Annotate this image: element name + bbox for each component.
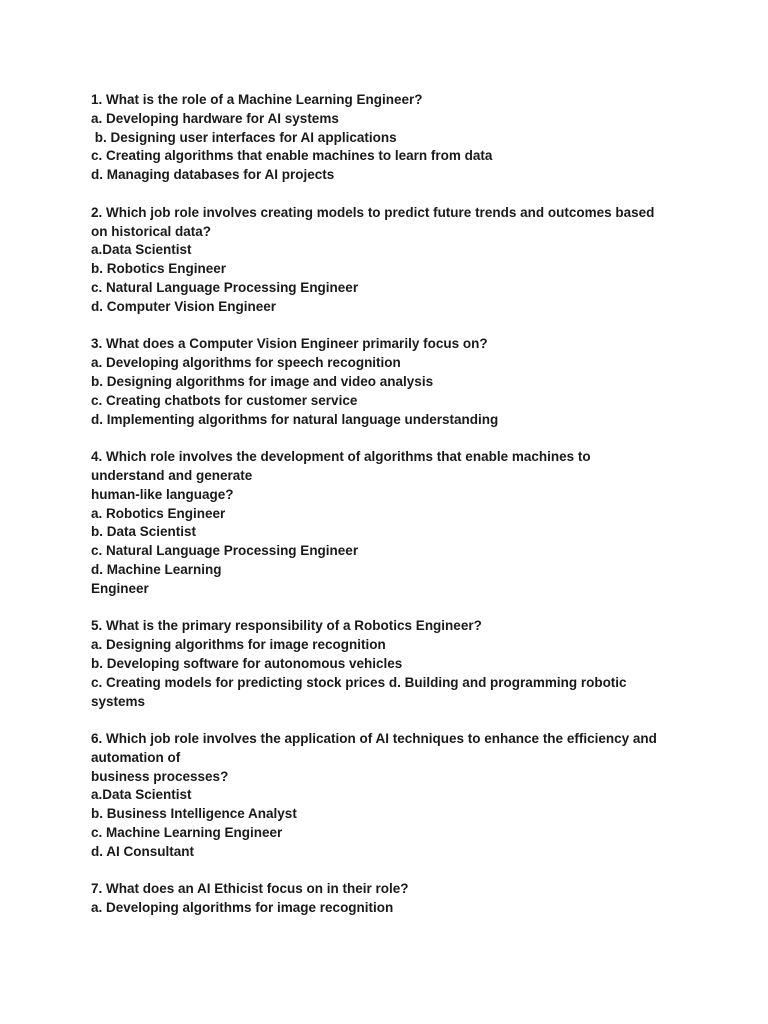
- answer-option: a. Designing algorithms for image recognition: [91, 637, 386, 653]
- answer-option: c. Creating algorithms that enable machines to learn from data: [91, 148, 493, 164]
- answer-option: a. Developing hardware for AI systems: [91, 110, 339, 126]
- answer-option: b. Designing user interfaces for AI applications: [91, 129, 397, 145]
- question-text: 6. Which job role involves the application of AI techniques to enhance the efficiency and: [91, 731, 657, 747]
- answer-option: d. Implementing algorithms for natural language understanding: [91, 411, 499, 427]
- question-text: 2. Which job role involves creating models to predict future trends and outcomes based: [91, 204, 655, 220]
- answer-option: a.Data Scientist: [91, 787, 192, 803]
- question-text: understand and generate: [91, 467, 253, 483]
- question-2: [91, 204, 691, 317]
- answer-option: Engineer: [91, 580, 149, 596]
- answer-option: b. Business Intelligence Analyst: [91, 806, 297, 822]
- answer-option: systems: [91, 693, 146, 709]
- answer-option: b. Data Scientist: [91, 524, 197, 540]
- question-7: [91, 880, 691, 918]
- question-3: [91, 335, 691, 429]
- answer-option: a. Robotics Engineer: [91, 505, 226, 521]
- answer-option: c. Natural Language Processing Engineer: [91, 543, 359, 559]
- question-1: [91, 91, 691, 185]
- question-text: 7. What does an AI Ethicist focus on in their role?: [91, 881, 409, 897]
- question-text: 5. What is the primary responsibility of a Robotics Engineer?: [91, 618, 482, 634]
- question-text: business processes?: [91, 768, 229, 784]
- answer-option: a. Developing algorithms for image recognition: [91, 900, 394, 916]
- answer-option: c. Creating models for predicting stock prices d. Building and programming robotic: [91, 674, 627, 690]
- question-text: on historical data?: [91, 223, 212, 239]
- answer-option: b. Developing software for autonomous vehicles: [91, 655, 403, 671]
- question-6: [91, 730, 691, 862]
- answer-option: a.Data Scientist: [91, 242, 192, 258]
- answer-option: c. Machine Learning Engineer: [91, 825, 283, 841]
- question-4: [91, 448, 691, 598]
- answer-option: d. AI Consultant: [91, 843, 194, 859]
- quiz-document: [91, 91, 691, 937]
- answer-option: b. Designing algorithms for image and video analysis: [91, 373, 434, 389]
- question-text: 4. Which role involves the development of algorithms that enable machines to: [91, 449, 591, 465]
- answer-option: c. Natural Language Processing Engineer: [91, 279, 359, 295]
- question-text: 3. What does a Computer Vision Engineer primarily focus on?: [91, 336, 488, 352]
- question-text: automation of: [91, 749, 181, 765]
- question-text: human-like language?: [91, 486, 234, 502]
- answer-option: d. Computer Vision Engineer: [91, 298, 277, 314]
- question-text: 1. What is the role of a Machine Learning Engineer?: [91, 92, 423, 107]
- answer-option: a. Developing algorithms for speech recognition: [91, 355, 401, 371]
- answer-option: d. Machine Learning: [91, 561, 222, 577]
- answer-option: d. Managing databases for AI projects: [91, 167, 335, 183]
- answer-option: c. Creating chatbots for customer service: [91, 392, 358, 408]
- answer-option: b. Robotics Engineer: [91, 261, 227, 277]
- question-5: [91, 617, 691, 711]
